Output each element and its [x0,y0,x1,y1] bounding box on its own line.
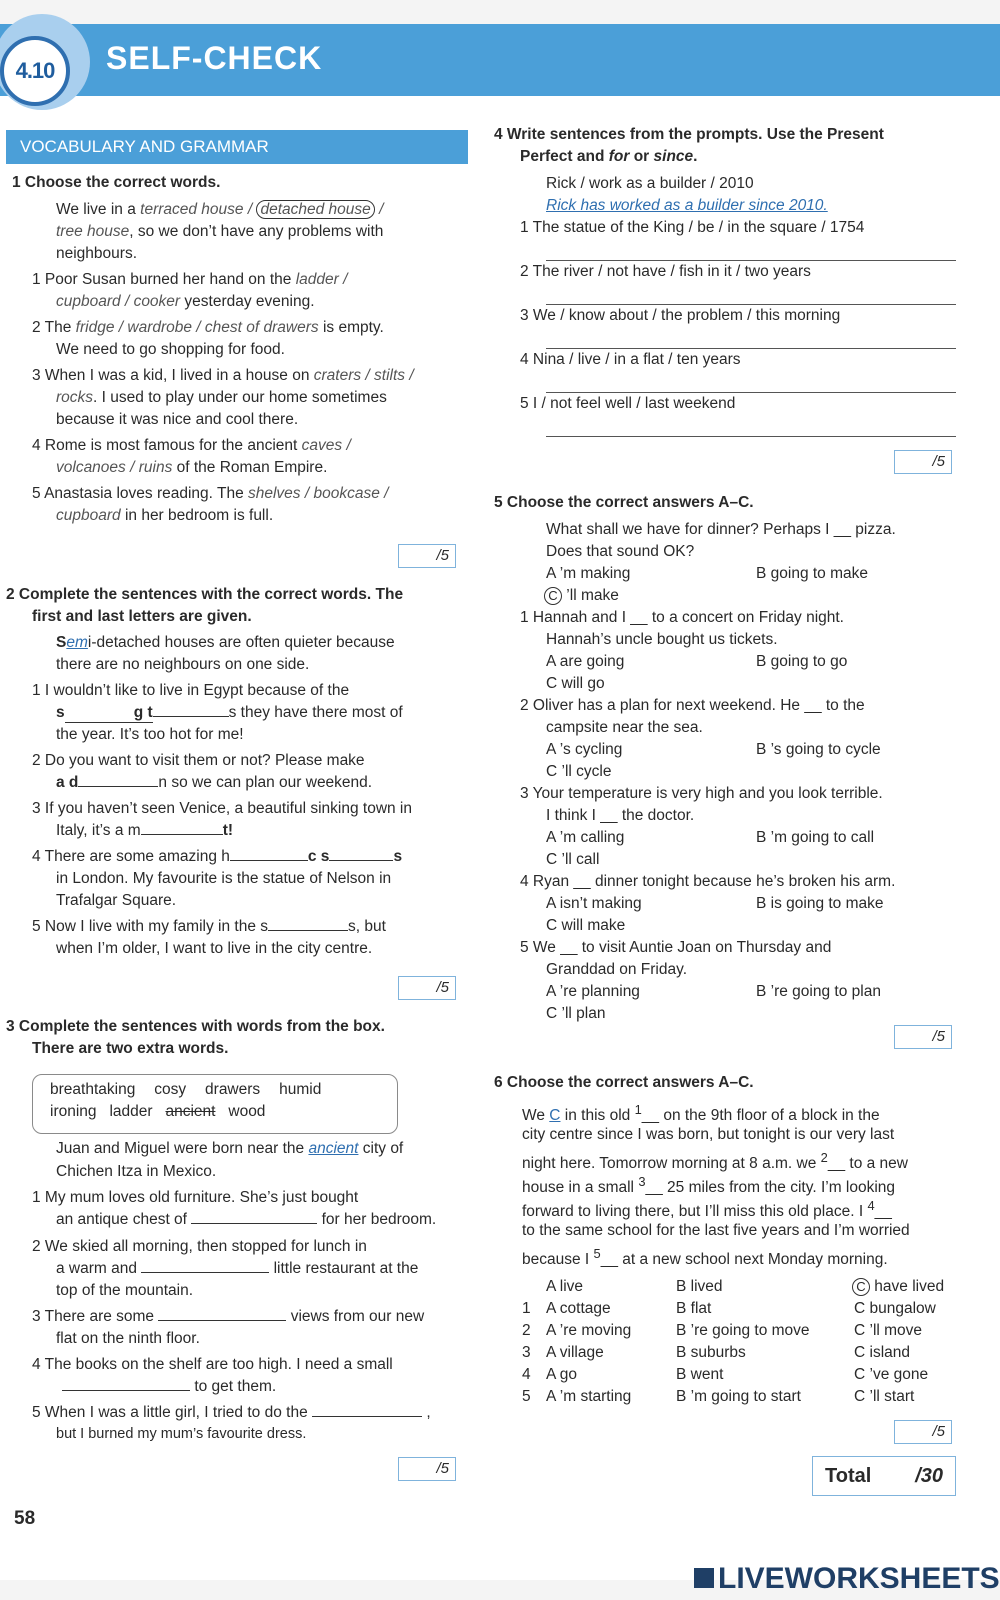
total-score-box [812,1456,956,1496]
ex5-item3-line1: 3 Your temperature is very high and you look terrible. [520,785,883,802]
ex1-score-box[interactable]: /5 [398,544,456,568]
footer-brand: LIVEWORKSHEETS [718,1562,1000,1595]
ex5-item4-b[interactable]: B is going to make [756,895,884,912]
ex6-item2-b[interactable]: B ’re going to move [676,1322,810,1339]
ex4-answer-line-3[interactable] [546,348,956,349]
ex2-item4-line3: Trafalgar Square. [56,892,177,909]
ex1-item4-line2: volcanoes / ruins of the Roman Empire. [56,459,328,476]
ex5-item2-a[interactable]: A ’s cycling [546,741,623,758]
ex1-item2-line1: 2 The fridge / wardrobe / chest of drawers is empty. [32,319,384,336]
ex4-answer-line-1[interactable] [546,260,956,261]
ex5-item2-c[interactable]: C ’ll cycle [546,763,612,780]
ex1-title: 1 Choose the correct words. [12,174,221,191]
ex6-item3-number: 3 [522,1344,531,1361]
ex4-title-line1: 4 Write sentences from the prompts. Use the Present [494,126,884,143]
ex3-item1-line2: an antique chest of for her bedroom. [56,1211,437,1228]
ex3-item2-line1: 2 We skied all morning, then stopped for lunch in [32,1238,367,1255]
ex5-item1-b[interactable]: B going to go [756,653,848,670]
ex5-example-line2: Does that sound OK? [546,543,695,560]
ex4-answer-line-5[interactable] [546,436,956,437]
ex4-item4: 4 Nina / live / in a flat / ten years [520,351,741,368]
ex6-item4-c[interactable]: C ’ve gone [854,1366,929,1383]
ex6-item1-number: 1 [522,1300,531,1317]
ex4-example-prompt: Rick / work as a builder / 2010 [546,175,754,192]
ex6-item5-number: 5 [522,1388,531,1405]
ex6-item5-a[interactable]: A ’m starting [546,1388,632,1405]
top-strip [0,0,1000,24]
ex4-item2: 2 The river / not have / fish in it / two years [520,263,811,280]
ex5-item1-c[interactable]: C will go [546,675,605,692]
ex3-item5-line2: but I burned my mum’s favourite dress. [56,1426,307,1442]
ex2-item4-line2: in London. My favourite is the statue of Nelson in [56,870,392,887]
ex5-item5-a[interactable]: A ’re planning [546,983,640,1000]
ex2-example-line1: Semi-detached houses are often quieter because [56,634,395,651]
ex1-example-line1: We live in a terraced house / detached house / [56,201,384,218]
ex6-example-b: B lived [676,1278,723,1295]
ex6-passage-line2: city centre since I was born, but tonight is our very last [522,1126,895,1143]
ex3-example-line1: Juan and Miguel were born near the ancient city of [56,1140,404,1157]
ex1-item3-line2: rocks. I used to play under our home sometimes [56,389,387,406]
ex3-example-line2: Chichen Itza in Mexico. [56,1163,217,1180]
total-label: Total [825,1465,872,1487]
ex6-passage-line1: We C in this old $^1$__ on the 9th floor of a block in the [522,1102,880,1125]
ex5-item4-a[interactable]: A isn’t making [546,895,642,912]
ex4-score-box[interactable]: /5 [894,450,952,474]
ex1-item5-line1: 5 Anastasia loves reading. The shelves / bookcase / [32,485,389,502]
ex4-answer-line-2[interactable] [546,304,956,305]
ex5-score-box[interactable]: /5 [894,1025,952,1049]
ex6-passage-line4: house in a small $^3$__ 25 miles from the city. I’m looking [522,1174,896,1197]
ex2-score-box[interactable]: /5 [398,976,456,1000]
ex1-item1-line1: 1 Poor Susan burned her hand on the ladder / [32,271,348,288]
ex4-item3: 3 We / know about / the problem / this morning [520,307,841,324]
ex5-item1-line2: Hannah’s uncle bought us tickets. [546,631,778,648]
ex4-example-answer: Rick has worked as a builder since 2010. [546,197,828,214]
ex3-item4-line1: 4 The books on the shelf are too high. I need a small [32,1356,393,1373]
ex6-item4-a[interactable]: A go [546,1366,578,1383]
ex5-item3-b[interactable]: B ’m going to call [756,829,875,846]
ex5-item5-c[interactable]: C ’ll plan [546,1005,606,1022]
circled-c-icon: C [852,1278,870,1296]
ex6-title: 6 Choose the correct answers A–C. [494,1074,754,1091]
word-box-row1: breathtaking cosy drawers humid [50,1081,322,1098]
ex1-example-line2: tree house, so we don’t have any problems with [56,223,384,240]
ex6-passage-line6: to the same school for the last five years and I’m worried [522,1222,910,1239]
ex1-item3-line1: 3 When I was a kid, I lived in a house on craters / stilts / [32,367,414,384]
ex1-item1-line2: cupboard / cooker yesterday evening. [56,293,315,310]
ex3-item1-line1: 1 My mum loves old furniture. She’s just bought [32,1189,359,1206]
ex5-item2-line2: campsite near the sea. [546,719,703,736]
ex5-item5-b[interactable]: B ’re going to plan [756,983,881,1000]
ex3-score-box[interactable]: /5 [398,1457,456,1481]
circled-answer: detached house [256,200,374,219]
ex5-title: 5 Choose the correct answers A–C. [494,494,754,511]
ex2-item2-line1: 2 Do you want to visit them or not? Please make [32,752,365,769]
ex5-item1-line1: 1 Hannah and I __ to a concert on Friday night. [520,609,844,626]
ex5-item2-b[interactable]: B ’s going to cycle [756,741,881,758]
page-number: 58 [14,1508,36,1529]
ex4-answer-line-4[interactable] [546,392,956,393]
ex2-item2-line2: a d n so we can plan our weekend. [56,774,373,791]
ex5-item2-line1: 2 Oliver has a plan for next weekend. He __ to the [520,697,865,714]
ex2-item1-line3: the year. It’s too hot for me! [56,726,244,743]
ex5-item4-c[interactable]: C will make [546,917,626,934]
ex2-item3-line1: 3 If you haven’t seen Venice, a beautiful sinking town in [32,800,412,817]
ex5-example-b: B going to make [756,565,869,582]
ex6-passage-line3: night here. Tomorrow morning at 8 a.m. we $^2$__ to a new [522,1150,908,1173]
ex6-passage-line7: because I $^5$__ at a new school next Monday morning. [522,1246,888,1269]
ex3-item2-line3: top of the mountain. [56,1282,194,1299]
ex6-item3-a[interactable]: A village [546,1344,604,1361]
ex6-item2-a[interactable]: A ’re moving [546,1322,632,1339]
ex1-item4-line1: 4 Rome is most famous for the ancient caves / [32,437,351,454]
ex2-example-line2: there are no neighbours on one side. [56,656,310,673]
ex4-item5: 5 I / not feel well / last weekend [520,395,736,412]
ex3-item3-line1: 3 There are some views from our new [32,1308,425,1325]
ex5-item3-line2: I think I __ the doctor. [546,807,695,824]
ex1-item3-line3: because it was nice and cool there. [56,411,299,428]
ex6-score-box[interactable]: /5 [894,1420,952,1444]
ex3-item3-line2: flat on the ninth floor. [56,1330,200,1347]
circled-c-icon: C [544,587,562,605]
ex6-item4-number: 4 [522,1366,531,1383]
page-title: SELF-CHECK [106,40,323,76]
liveworksheets-logo-icon [694,1568,714,1588]
ex5-item1-a[interactable]: A are going [546,653,625,670]
ex5-item5-line1: 5 We __ to visit Auntie Joan on Thursday and [520,939,832,956]
ex2-title-line1: 2 Complete the sentences with the correct words. The [6,586,404,603]
ex5-example-a: A ’m making [546,565,631,582]
ex6-item1-c[interactable]: C bungalow [854,1300,936,1317]
ex5-example-line1: What shall we have for dinner? Perhaps I __ pizza. [546,521,896,538]
ex6-item2-c[interactable]: C ’ll move [854,1322,923,1339]
ex2-item5-line1: 5 Now I live with my family in the s s, but [32,918,386,935]
ex3-item4-line2: to get them. [62,1378,276,1396]
ex4-title-line2: Perfect and for or since. [520,148,698,165]
ex1-example-line3: neighbours. [56,245,138,262]
ex2-title-line2: first and last letters are given. [32,608,252,625]
ex5-item4-line1: 4 Ryan __ dinner tonight because he’s broken his arm. [520,873,896,890]
ex3-title-line2: There are two extra words. [32,1040,229,1057]
ex2-item1-line1: 1 I wouldn’t like to live in Egypt because of the [32,682,350,699]
ex5-item3-c[interactable]: C ’ll call [546,851,600,868]
ex3-item5-line1: 5 When I was a little girl, I tried to do the , [32,1404,431,1421]
ex6-item4-b[interactable]: B went [676,1366,724,1383]
ex5-example-c: C ’ll make [544,587,619,605]
ex2-item1-line2: s g t s they have there most of [56,704,403,721]
ex6-item2-number: 2 [522,1322,531,1339]
ex2-item4-line1: 4 There are some amazing h c s s [32,848,403,865]
unit-number: 4.10 [0,36,70,106]
ex1-item2-line2: We need to go shopping for food. [56,341,285,358]
section-heading: VOCABULARY AND GRAMMAR [6,130,468,164]
ex6-item5-c[interactable]: C ’ll start [854,1388,915,1405]
ex5-item5-line2: Granddad on Friday. [546,961,688,978]
ex6-item1-b[interactable]: B flat [676,1300,712,1317]
ex6-item1-a[interactable]: A cottage [546,1300,611,1317]
ex6-example-a: A live [546,1278,584,1295]
ex4-item1: 1 The statue of the King / be / in the square / 1754 [520,219,865,236]
total-value: /30 [915,1465,943,1487]
ex5-item3-a[interactable]: A ’m calling [546,829,625,846]
ex6-item3-b[interactable]: B suburbs [676,1344,746,1361]
ex1-item5-line2: cupboard in her bedroom is full. [56,507,274,524]
ex6-item5-b[interactable]: B ’m going to start [676,1388,801,1405]
ex2-item5-line2: when I’m older, I want to live in the city centre. [56,940,373,957]
ex3-title-line1: 3 Complete the sentences with words from the box. [6,1018,385,1035]
ex2-item3-line2: Italy, it’s a m t! [56,822,234,839]
word-box-row2: ironing ladder ancient wood [50,1103,266,1120]
ex3-item2-line2: a warm and little restaurant at the [56,1260,419,1277]
ex6-example-c: C have lived [852,1278,944,1296]
ex6-item3-c[interactable]: C island [854,1344,910,1361]
ex6-passage-line5: forward to living there, but I’ll miss this old place. I $^4$__ [522,1198,892,1221]
